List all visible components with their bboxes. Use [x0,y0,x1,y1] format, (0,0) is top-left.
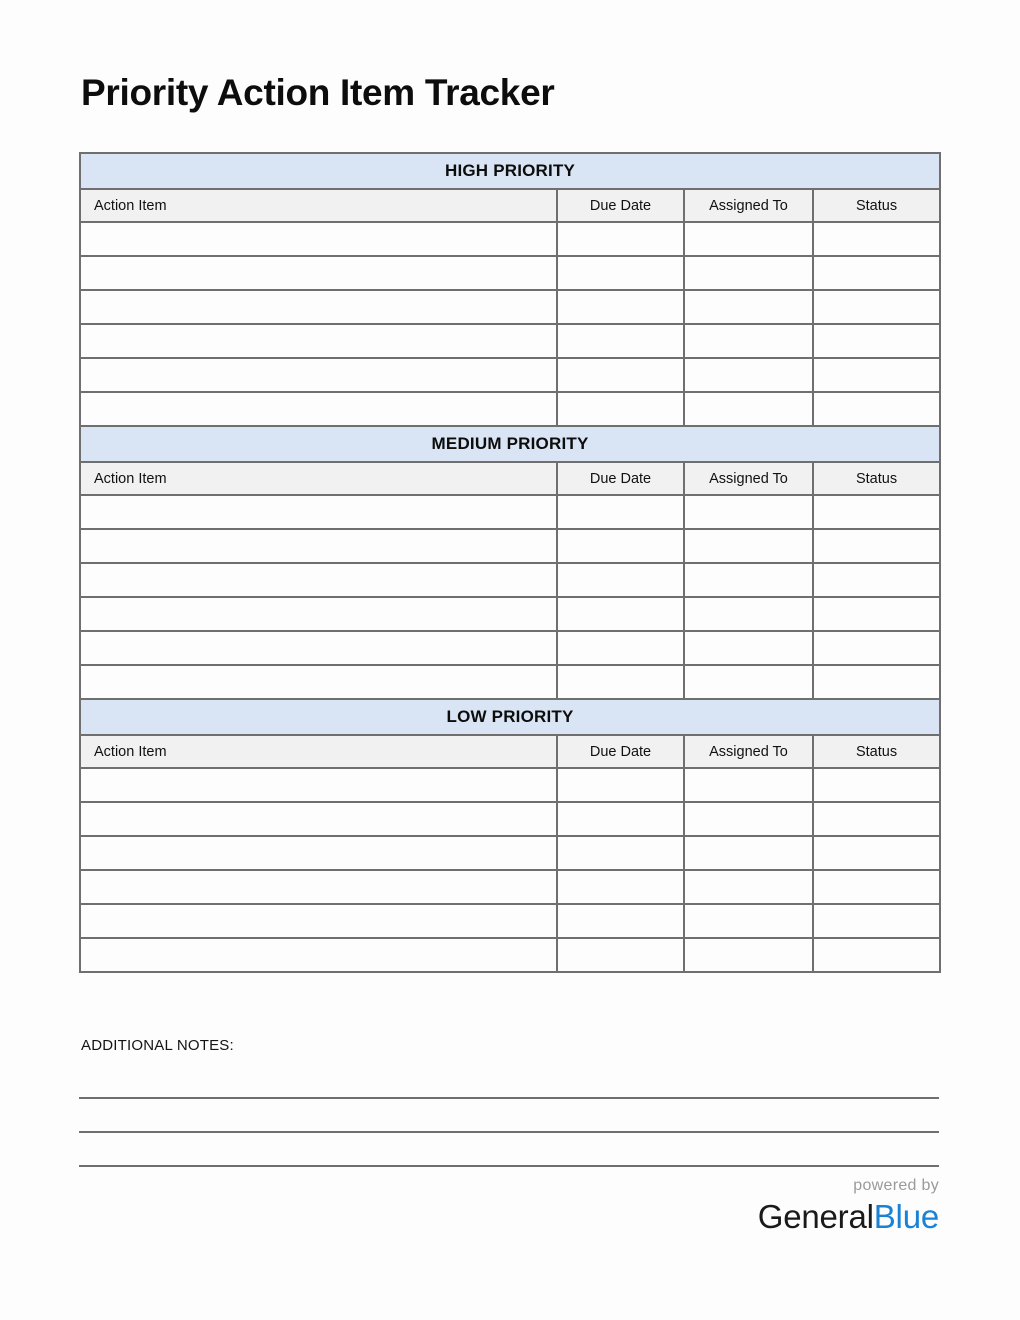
cell-due-date[interactable] [557,290,684,324]
cell-assigned-to[interactable] [684,938,813,972]
cell-action-item[interactable] [80,768,557,802]
column-header-due-date: Due Date [557,735,684,768]
section-banner-row-medium [80,426,940,462]
cell-due-date[interactable] [557,597,684,631]
cell-assigned-to[interactable] [684,631,813,665]
cell-due-date[interactable] [557,904,684,938]
table-row[interactable] [80,529,940,563]
cell-status[interactable] [813,631,940,665]
column-header-status: Status [813,735,940,768]
cell-assigned-to[interactable] [684,324,813,358]
cell-status[interactable] [813,324,940,358]
section-banner-row-low [80,699,940,735]
table-row[interactable] [80,392,940,426]
cell-action-item[interactable] [80,392,557,426]
notes-write-line[interactable] [79,1097,939,1099]
brand-logo [758,1178,939,1233]
cell-assigned-to[interactable] [684,529,813,563]
cell-status[interactable] [813,836,940,870]
cell-action-item[interactable] [80,904,557,938]
cell-action-item[interactable] [80,836,557,870]
cell-due-date[interactable] [557,768,684,802]
cell-due-date[interactable] [557,836,684,870]
table-row[interactable] [80,256,940,290]
cell-status[interactable] [813,802,940,836]
cell-status[interactable] [813,870,940,904]
cell-status[interactable] [813,904,940,938]
column-header-due-date: Due Date [557,462,684,495]
section-banner-medium: MEDIUM PRIORITY [80,426,940,462]
cell-assigned-to[interactable] [684,836,813,870]
cell-due-date[interactable] [557,324,684,358]
cell-assigned-to[interactable] [684,768,813,802]
cell-status[interactable] [813,392,940,426]
cell-action-item[interactable] [80,529,557,563]
cell-status[interactable] [813,290,940,324]
column-header-row-low [80,735,940,768]
cell-assigned-to[interactable] [684,597,813,631]
cell-action-item[interactable] [80,256,557,290]
cell-action-item[interactable] [80,631,557,665]
cell-status[interactable] [813,529,940,563]
cell-action-item[interactable] [80,938,557,972]
cell-status[interactable] [813,563,940,597]
column-header-due-date: Due Date [557,189,684,222]
column-header-assigned-to: Assigned To [684,189,813,222]
cell-action-item[interactable] [80,495,557,529]
table-row[interactable] [80,563,940,597]
column-header-row-medium [80,462,940,495]
table-row[interactable] [80,768,940,802]
table-row[interactable] [80,938,940,972]
cell-due-date[interactable] [557,802,684,836]
cell-status[interactable] [813,256,940,290]
cell-due-date[interactable] [557,392,684,426]
column-header-row-high [80,189,940,222]
cell-status[interactable] [813,495,940,529]
cell-assigned-to[interactable] [684,904,813,938]
column-header-assigned-to: Assigned To [684,735,813,768]
cell-status[interactable] [813,665,940,699]
table-row[interactable] [80,290,940,324]
cell-assigned-to[interactable] [684,802,813,836]
cell-assigned-to[interactable] [684,358,813,392]
cell-due-date[interactable] [557,256,684,290]
cell-due-date[interactable] [557,870,684,904]
column-header-action-item: Action Item [80,462,557,495]
brand-powered-by-label: powered by [853,1177,939,1194]
cell-action-item[interactable] [80,802,557,836]
section-banner-row-high [80,153,940,189]
cell-action-item[interactable] [80,665,557,699]
cell-status[interactable] [813,222,940,256]
column-header-assigned-to: Assigned To [684,462,813,495]
cell-status[interactable] [813,597,940,631]
cell-due-date[interactable] [557,358,684,392]
table-row[interactable] [80,904,940,938]
cell-due-date[interactable] [557,529,684,563]
table-row[interactable] [80,870,940,904]
cell-action-item[interactable] [80,358,557,392]
cell-due-date[interactable] [557,222,684,256]
cell-action-item[interactable] [80,290,557,324]
brand-name [758,1200,939,1233]
cell-assigned-to[interactable] [684,290,813,324]
cell-status[interactable] [813,768,940,802]
cell-due-date[interactable] [557,938,684,972]
cell-assigned-to[interactable] [684,222,813,256]
cell-assigned-to[interactable] [684,665,813,699]
additional-notes-label: ADDITIONAL NOTES: [81,1037,234,1054]
cell-due-date[interactable] [557,631,684,665]
table-row[interactable] [80,836,940,870]
cell-action-item[interactable] [80,870,557,904]
page-title: Priority Action Item Tracker [81,72,555,113]
cell-action-item[interactable] [80,222,557,256]
notes-write-line[interactable] [79,1131,939,1133]
cell-status[interactable] [813,938,940,972]
cell-action-item[interactable] [80,563,557,597]
priority-action-item-table [79,152,941,973]
brand-name-blue: Blue [873,1198,939,1235]
table-row[interactable] [80,631,940,665]
cell-due-date[interactable] [557,563,684,597]
table-row[interactable] [80,802,940,836]
column-header-status: Status [813,189,940,222]
cell-assigned-to[interactable] [684,563,813,597]
table-row[interactable] [80,358,940,392]
cell-action-item[interactable] [80,324,557,358]
cell-assigned-to[interactable] [684,495,813,529]
notes-write-line[interactable] [79,1165,939,1167]
table-body [80,153,940,972]
cell-due-date[interactable] [557,495,684,529]
cell-due-date[interactable] [557,665,684,699]
section-banner-high: HIGH PRIORITY [80,153,940,189]
cell-status[interactable] [813,358,940,392]
table-row[interactable] [80,665,940,699]
section-banner-low: LOW PRIORITY [80,699,940,735]
cell-assigned-to[interactable] [684,870,813,904]
cell-action-item[interactable] [80,597,557,631]
cell-assigned-to[interactable] [684,256,813,290]
table-row[interactable] [80,495,940,529]
brand-name-general: General [757,1198,874,1235]
cell-assigned-to[interactable] [684,392,813,426]
table-row[interactable] [80,324,940,358]
column-header-action-item: Action Item [80,735,557,768]
table-row[interactable] [80,597,940,631]
column-header-action-item: Action Item [80,189,557,222]
table-row[interactable] [80,222,940,256]
column-header-status: Status [813,462,940,495]
